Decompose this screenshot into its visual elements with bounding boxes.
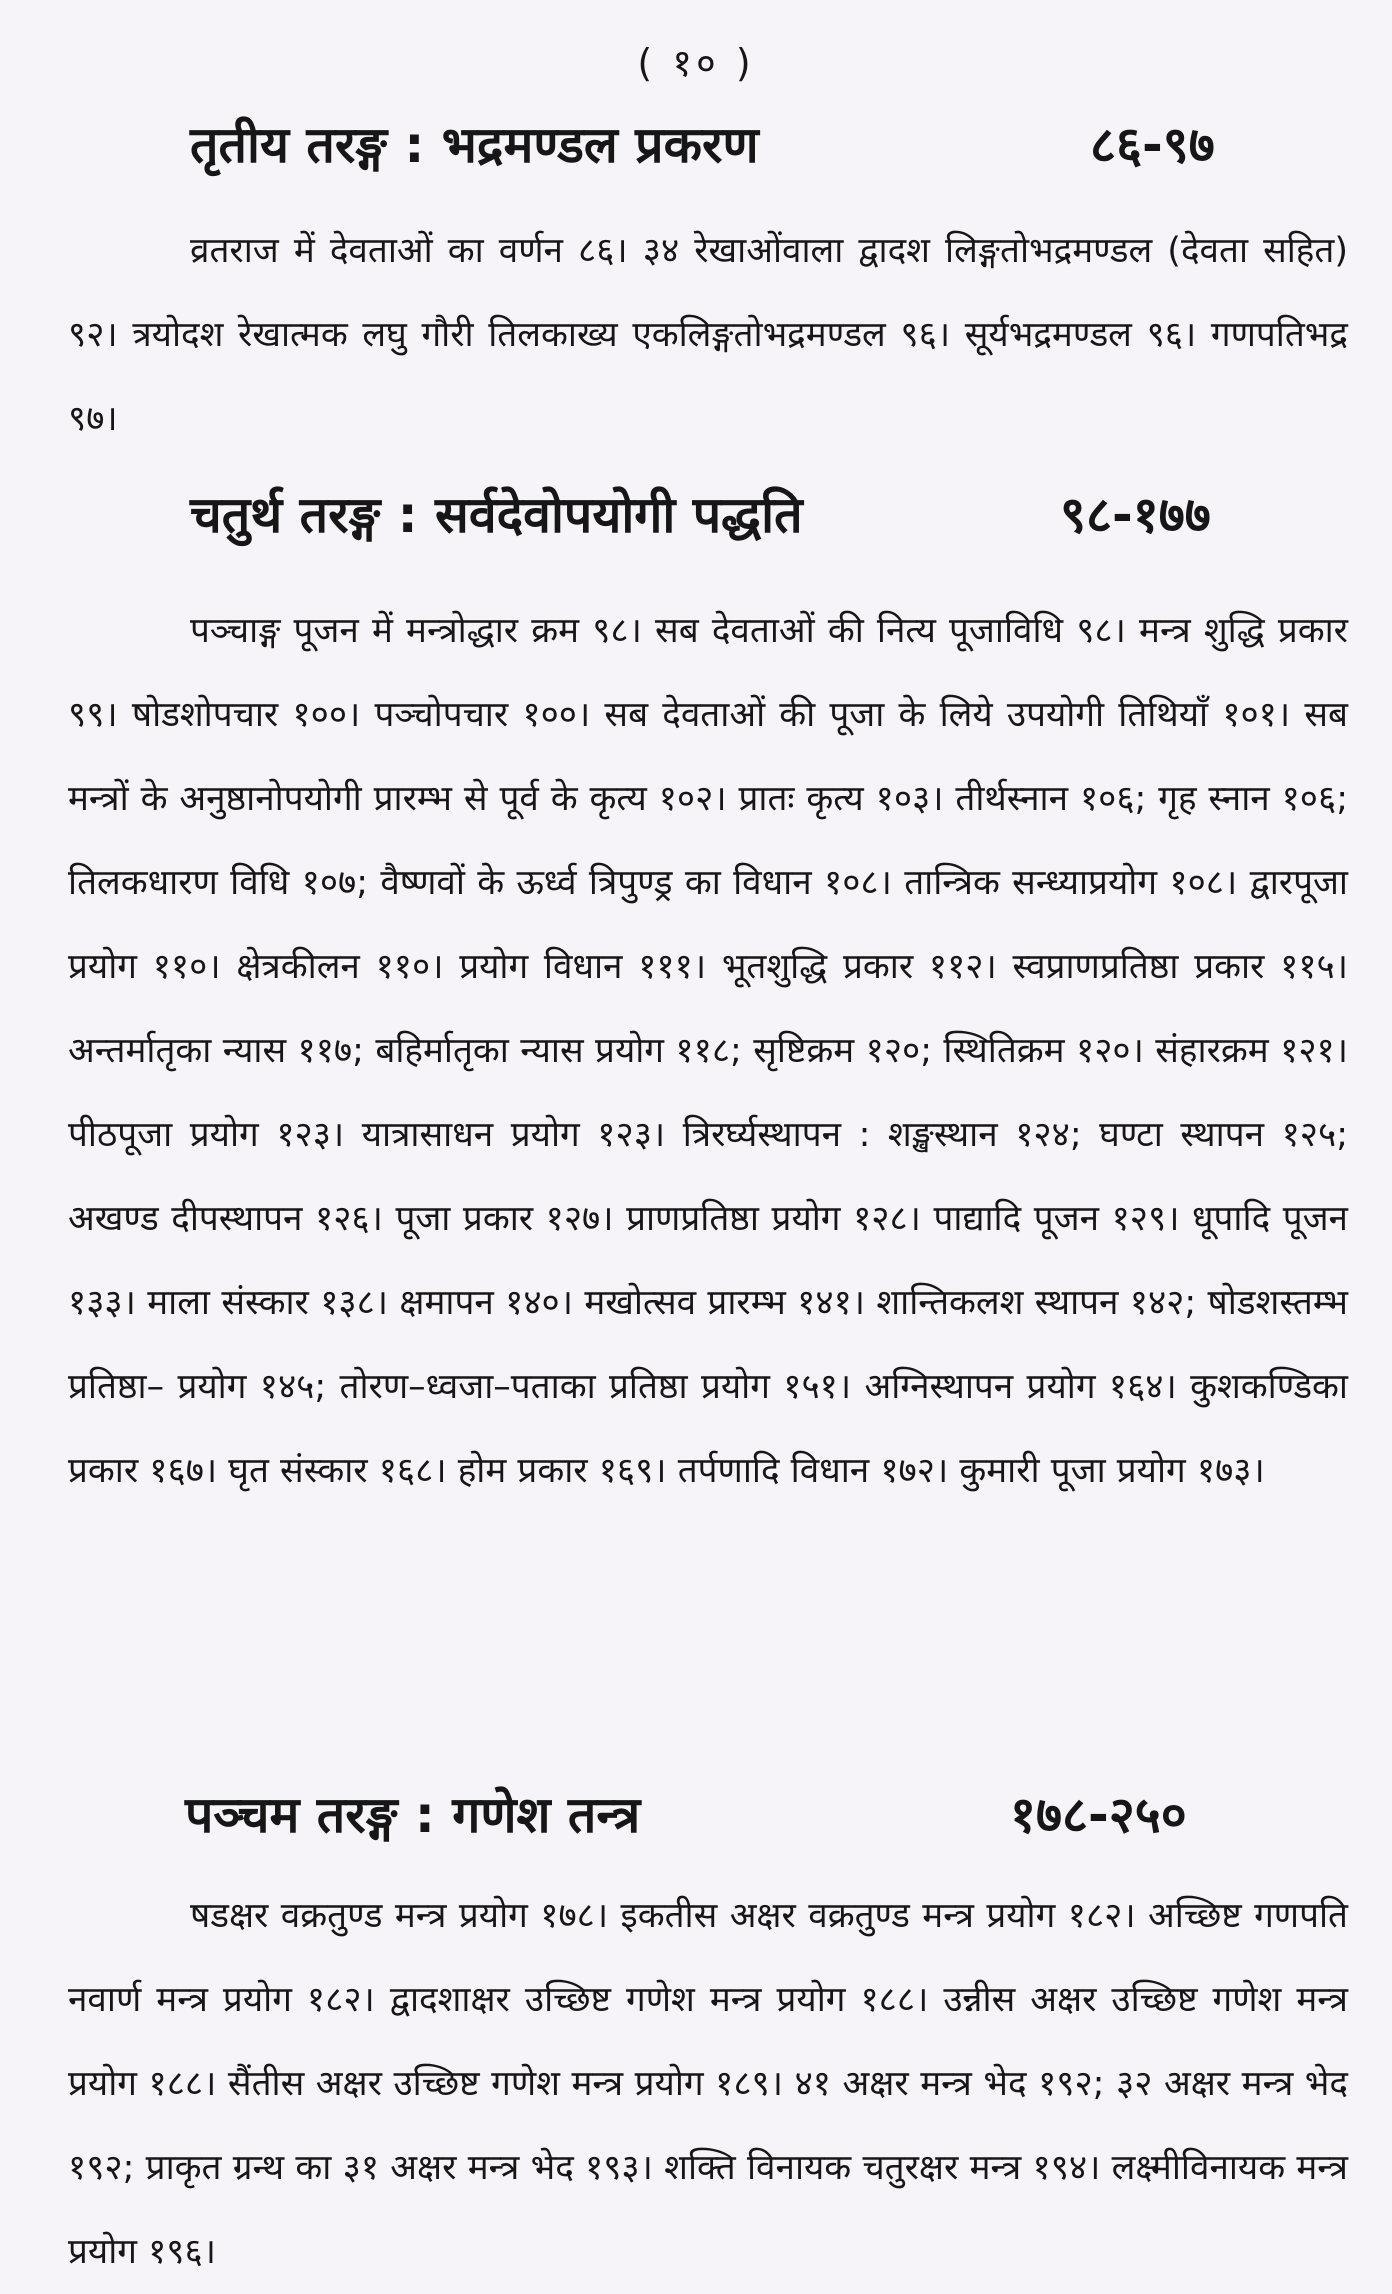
page-range: १७८-२५०	[1010, 1786, 1187, 1844]
section-text: षडक्षर वक्रतुण्ड मन्त्र प्रयोग १७८। इकतीस अक्षर वक्रतुण्ड मन्त्र प्रयोग १८२। अच्छिष्ट गणपति नवार्ण मन्त्र प्रयोग १८२। द्वादशाक्षर उच्छिष्ट गणेश मन्त्र प्रयोग १८८। उन्नीस अक्षर उच्छिष्ट गणेश मन्त्र प्रयोग १८८। सैंतीस अक्षर उच्छिष्ट गणेश मन्त्र प्रयोग १८९। ४१ अक्षर मन्त्र भेद १९२; ३२ अक्षर मन्त्र भेद १९२; प्राकृत ग्रन्थ का ३१ अक्षर मन्त्र भेद १९३। शक्ति विनायक चतुरक्षर मन्त्र १९४। लक्ष्मीविनायक मन्त्र प्रयोग १९६।	[68, 1896, 1348, 2272]
section-heading-5	[0, 1780, 1392, 1850]
section-body-4	[68, 589, 1348, 1513]
section-text: व्रतराज में देवताओं का वर्णन ८६। ३४ रेखाओंवाला द्वादश लिङ्गतोभद्रमण्डल (देवता सहित) ९२। त्रयोदश रेखात्मक लघु गौरी तिलकाख्य एकलिङ्गतोभद्रमण्डल ९६। सूर्यभद्रमण्डल ९६। गणपतिभद्र ९७।	[68, 231, 1348, 439]
page-number: ( १० )	[637, 41, 755, 85]
section-title: चतुर्थ तरङ्ग : सर्वदेवोपयोगी पद्धति	[190, 486, 803, 544]
section-title: तृतीय तरङ्ग : भद्रमण्डल प्रकरण	[190, 116, 759, 174]
section-text: पञ्चाङ्ग पूजन में मन्त्रोद्धार क्रम ९८। सब देवताओं की नित्य पूजाविधि ९८। मन्त्र शुद्धि प्रकार ९९। षोडशोपचार १००। पञ्चोपचार १००। सब देवताओं की पूजा के लिये उपयोगी तिथियाँ १०१। सब मन्त्रों के अनुष्ठानोपयोगी प्रारम्भ से पूर्व के कृत्य १०२। प्रातः कृत्य १०३। तीर्थस्नान १०६; गृह स्नान १०६; तिलकधारण विधि १०७; वैष्णवों के ऊर्ध्व त्रिपुण्ड्र का विधान १०८। तान्त्रिक सन्ध्याप्रयोग १०८। द्वारपूजा प्रयोग ११०। क्षेत्रकीलन ११०। प्रयोग विधान १११। भूतशुद्धि प्रकार ११२। स्वप्राणप्रतिष्ठा प्रकार ११५। अन्तर्मातृका न्यास ११७; बहिर्मातृका न्यास प्रयोग ११८; सृष्टिक्रम १२०; स्थितिक्रम १२०। संहारक्रम १२१। पीठपूजा प्रयोग १२३। यात्रासाधन प्रयोग १२३। त्रिरर्घ्यस्थापन : शङ्खस्थान १२४; घण्टा स्थापन १२५; अखण्ड दीपस्थापन १२६। पूजा प्रकार १२७। प्राणप्रतिष्ठा प्रयोग १२८। पाद्यादि पूजन १२९। धूपादि पूजन १३३। माला संस्कार १३८। क्षमापन १४०। मखोत्सव प्रारम्भ १४१। शान्तिकलश स्थापन १४२; षोडशस्तम्भ प्रतिष्ठा– प्रयोग १४५; तोरण–ध्वजा–पताका प्रतिष्ठा प्रयोग १५१। अग्निस्थापन प्रयोग १६४। कुशकण्डिका प्रकार १६७। घृत संस्कार १६८। होम प्रकार १६९। तर्पणादि विधान १७२। कुमारी पूजा प्रयोग १७३।	[68, 611, 1348, 1491]
section-heading-3	[0, 110, 1392, 180]
section-title: पञ्चम तरङ्ग : गणेश तन्त्र	[185, 1786, 641, 1844]
section-body-5	[68, 1874, 1348, 2294]
page-range: ८६-९७	[1090, 116, 1215, 174]
section-heading-4	[0, 480, 1392, 550]
page-range: ९८-१७७	[1060, 486, 1211, 544]
section-body-3	[68, 209, 1348, 461]
